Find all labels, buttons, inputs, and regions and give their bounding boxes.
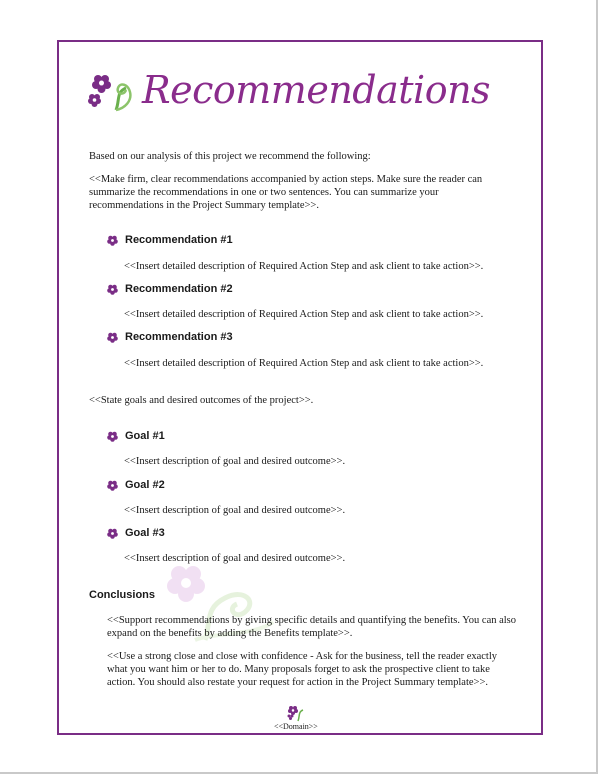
- goal-item: [107, 479, 165, 491]
- flower-bullet-icon: [107, 235, 118, 246]
- goal-description: <<Insert description of goal and desired outcome>>.: [124, 505, 346, 516]
- flower-bullet-icon: [107, 480, 118, 491]
- goal-heading: Goal #3: [125, 527, 165, 539]
- recommendation-item: [107, 331, 233, 343]
- flower-bullet-icon: [107, 284, 118, 295]
- intro-text: Based on our analysis of this project we recommend the following:: [89, 151, 371, 162]
- conclusions-heading: Conclusions: [89, 589, 156, 601]
- conclusions-paragraph: <<Use a strong close and close with confidence - Ask for the business, tell the reader exactly what you want him or her to do. Many proposals forget to ask the prospective client to take action. You should also restate your request for action in the Project Summary template>>.: [107, 651, 498, 688]
- goals-note: <<State goals and desired outcomes of the project>>.: [89, 395, 314, 406]
- recommendation-item: [107, 283, 233, 295]
- recommendation-note: <<Make firm, clear recommendations accompanied by action steps. Make sure the reader can summarize the recommendations in one or two sentences. You can summarize your recommendations in the Project Summary template>>.: [89, 174, 483, 211]
- recommendation-heading: Recommendation #2: [125, 283, 233, 295]
- flower-bullet-icon: [107, 431, 118, 442]
- recommendation-heading: Recommendation #1: [125, 234, 233, 246]
- page-title: Recommendations: [142, 68, 491, 112]
- flower-logo-icon: [86, 70, 140, 114]
- recommendation-description: <<Insert detailed description of Required Action Step and ask client to take action>>.: [124, 309, 484, 320]
- goal-description: <<Insert description of goal and desired outcome>>.: [124, 553, 346, 564]
- flower-bullet-icon: [107, 332, 118, 343]
- flower-bullet-icon: [107, 528, 118, 539]
- recommendation-item: [107, 234, 233, 246]
- goal-description: <<Insert description of goal and desired outcome>>.: [124, 456, 346, 467]
- recommendation-heading: Recommendation #3: [125, 331, 233, 343]
- goal-item: [107, 527, 165, 539]
- goal-item: [107, 430, 165, 442]
- footer-domain: <<Domain>>: [274, 722, 318, 731]
- recommendation-description: <<Insert detailed description of Required Action Step and ask client to take action>>.: [124, 358, 484, 369]
- goal-heading: Goal #2: [125, 479, 165, 491]
- goal-heading: Goal #1: [125, 430, 165, 442]
- recommendation-description: <<Insert detailed description of Required Action Step and ask client to take action>>.: [124, 261, 484, 272]
- conclusions-paragraph: <<Support recommendations by giving specific details and quantifying the benefits. You can also expand on the benefits by adding the Benefits template>>.: [107, 615, 517, 639]
- flower-footer-icon: [286, 704, 308, 722]
